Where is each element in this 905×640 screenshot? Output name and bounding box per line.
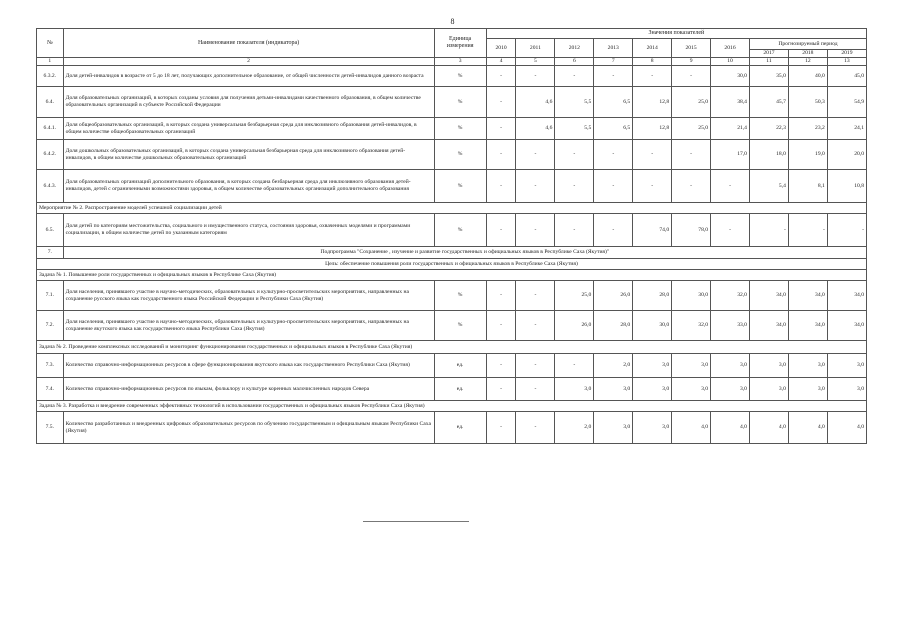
value-cell: 4,0: [672, 412, 711, 444]
value-cell: 6,5: [594, 87, 633, 118]
table-row: [37, 170, 867, 203]
header-forecast-year: 2018: [788, 50, 827, 58]
page-number: 8: [450, 17, 455, 26]
value-cell: 30,0: [672, 281, 711, 311]
indicator-name: Доля населения, принявшего участие в научно-методических, образовательных и культурно-просветительских мероприятиях, направленных на сохранение якутского языка как государственного языка Республики Саха (Якутия): [63, 311, 434, 341]
value-cell: 38,4: [711, 87, 750, 118]
value-cell: 45,7: [749, 87, 788, 118]
value-cell: 19,0: [788, 140, 827, 170]
value-cell: -: [788, 214, 827, 247]
value-cell: 50,3: [788, 87, 827, 118]
unit-cell: %: [434, 311, 486, 341]
value-cell: 33,0: [711, 311, 750, 341]
value-cell: 20,0: [827, 140, 866, 170]
value-cell: 3,0: [672, 354, 711, 378]
column-number: 4: [486, 58, 516, 66]
value-cell: -: [516, 311, 555, 341]
value-cell: 34,0: [788, 281, 827, 311]
value-cell: 26,0: [594, 281, 633, 311]
value-cell: 23,2: [788, 118, 827, 140]
header-forecast-period: Прогнозируемый период: [749, 39, 866, 50]
value-cell: -: [555, 66, 594, 87]
table-body: [37, 29, 867, 444]
value-cell: 22,3: [749, 118, 788, 140]
value-cell: 35,0: [749, 66, 788, 87]
table-row: [37, 412, 867, 444]
header-indicator-name: Наименование показателя (индикатора): [63, 29, 434, 58]
table-row: [37, 66, 867, 87]
value-cell: 3,0: [749, 378, 788, 401]
value-cell: -: [486, 378, 516, 401]
value-cell: 34,0: [788, 311, 827, 341]
value-cell: 4,6: [516, 118, 555, 140]
value-cell: -: [672, 140, 711, 170]
value-cell: 3,0: [711, 354, 750, 378]
value-cell: -: [486, 87, 516, 118]
value-cell: 3,0: [594, 378, 633, 401]
value-cell: 28,0: [633, 281, 672, 311]
value-cell: -: [594, 170, 633, 203]
column-number: 5: [516, 58, 555, 66]
table-row: [37, 311, 867, 341]
value-cell: 12,8: [633, 87, 672, 118]
section-row: [37, 259, 867, 270]
section-row: [37, 401, 867, 412]
value-cell: 3,0: [633, 354, 672, 378]
column-number: 10: [711, 58, 750, 66]
table-row: [37, 140, 867, 170]
column-number: 13: [827, 58, 866, 66]
value-cell: -: [711, 170, 750, 203]
unit-cell: %: [434, 281, 486, 311]
value-cell: -: [633, 66, 672, 87]
value-cell: 21,4: [711, 118, 750, 140]
row-number: 6.4.: [37, 87, 64, 118]
value-cell: 6,5: [594, 118, 633, 140]
value-cell: 18,0: [749, 140, 788, 170]
header-year: 2013: [594, 39, 633, 58]
subprogram-row: [37, 247, 867, 259]
value-cell: -: [516, 412, 555, 444]
unit-cell: ед.: [434, 378, 486, 401]
section-row: [37, 270, 867, 281]
column-number: 7: [594, 58, 633, 66]
table-row: [37, 118, 867, 140]
header-forecast-year: 2017: [749, 50, 788, 58]
value-cell: 25,0: [555, 281, 594, 311]
value-cell: -: [516, 140, 555, 170]
value-cell: 78,0: [672, 214, 711, 247]
value-cell: 34,0: [749, 281, 788, 311]
row-number: 6.4.1.: [37, 118, 64, 140]
indicator-name: Доля образовательных организаций, в которых созданы условия для получения детьми-инвалидами качественного образования, в общем количестве образовательных организаций в субъекте Российской Федерации: [63, 87, 434, 118]
value-cell: -: [516, 378, 555, 401]
value-cell: -: [672, 66, 711, 87]
row-number: 7.5.: [37, 412, 64, 444]
column-number: 6: [555, 58, 594, 66]
value-cell: 34,0: [749, 311, 788, 341]
value-cell: -: [827, 214, 866, 247]
value-cell: -: [486, 281, 516, 311]
value-cell: 4,0: [827, 412, 866, 444]
subprogram-title: Подпрограмма "Сохранение , изучение и развитие государственных и официальных языков в Республике Саха (Якутия)": [63, 247, 866, 259]
value-cell: -: [555, 170, 594, 203]
value-cell: 3,0: [672, 378, 711, 401]
value-cell: -: [486, 214, 516, 247]
value-cell: 34,0: [827, 311, 866, 341]
column-number: 12: [788, 58, 827, 66]
value-cell: -: [555, 140, 594, 170]
value-cell: 28,0: [594, 311, 633, 341]
header-unit: Единица измерения: [434, 29, 486, 58]
row-number: 7.4.: [37, 378, 64, 401]
value-cell: -: [486, 170, 516, 203]
table-row: [37, 354, 867, 378]
value-cell: -: [633, 140, 672, 170]
value-cell: -: [486, 354, 516, 378]
section-title: Задача № 3. Разработка и внедрение современных эффективных технологий в использовании государственных и официальных языков Республики Саха (Якутия): [37, 401, 867, 412]
value-cell: -: [672, 170, 711, 203]
value-cell: -: [486, 140, 516, 170]
value-cell: -: [516, 214, 555, 247]
value-cell: 10,8: [827, 170, 866, 203]
value-cell: 34,0: [827, 281, 866, 311]
value-cell: 30,0: [711, 66, 750, 87]
value-cell: 54,9: [827, 87, 866, 118]
value-cell: -: [555, 214, 594, 247]
section-row: [37, 341, 867, 354]
value-cell: -: [486, 66, 516, 87]
row-number: 6.5.: [37, 214, 64, 247]
value-cell: -: [516, 281, 555, 311]
value-cell: 3,0: [633, 378, 672, 401]
value-cell: 17,0: [711, 140, 750, 170]
header-year: 2016: [711, 39, 750, 58]
value-cell: 3,0: [827, 378, 866, 401]
value-cell: -: [486, 412, 516, 444]
header-forecast-year: 2019: [827, 50, 866, 58]
value-cell: -: [516, 170, 555, 203]
value-cell: 30,0: [633, 311, 672, 341]
table-row: [37, 378, 867, 401]
value-cell: -: [633, 170, 672, 203]
value-cell: 4,0: [749, 412, 788, 444]
column-number: 1: [37, 58, 64, 66]
value-cell: 5,5: [555, 87, 594, 118]
section-title: Задача № 1. Повышение роли государственных и официальных языков в Республике Саха (Якутия): [37, 270, 867, 281]
row-number: 6.3.2.: [37, 66, 64, 87]
column-number: 9: [672, 58, 711, 66]
value-cell: 3,0: [788, 354, 827, 378]
unit-cell: ед.: [434, 412, 486, 444]
value-cell: 24,1: [827, 118, 866, 140]
value-cell: 45,0: [827, 66, 866, 87]
unit-cell: %: [434, 118, 486, 140]
value-cell: 12,8: [633, 118, 672, 140]
value-cell: 2,0: [555, 412, 594, 444]
row-number: 6.4.3.: [37, 170, 64, 203]
value-cell: 8,1: [788, 170, 827, 203]
indicator-name: Доля общеобразовательных организаций, в которых создана универсальная безбарьерная среда для инклюзивного образования детей-инвалидов, в общем количестве общеобразовательных организаций: [63, 118, 434, 140]
indicator-name: Количество разработанных и внедренных цифровых образовательных ресурсов по обучению государственным и официальным языкам Республики Саха (Якутия): [63, 412, 434, 444]
header-values: Значения показателей: [486, 29, 866, 39]
value-cell: -: [711, 214, 750, 247]
value-cell: -: [594, 66, 633, 87]
value-cell: 2,0: [594, 354, 633, 378]
row-number: 7.: [37, 247, 64, 259]
unit-cell: %: [434, 66, 486, 87]
column-number-row: [37, 58, 867, 66]
value-cell: 32,0: [672, 311, 711, 341]
header-year: 2014: [633, 39, 672, 58]
column-number: 11: [749, 58, 788, 66]
unit-cell: %: [434, 87, 486, 118]
header-year: 2010: [486, 39, 516, 58]
value-cell: 32,0: [711, 281, 750, 311]
value-cell: 4,0: [788, 412, 827, 444]
column-number: 8: [633, 58, 672, 66]
table-row: [37, 87, 867, 118]
row-number: 7.1.: [37, 281, 64, 311]
header-number: №: [37, 29, 64, 58]
value-cell: 3,0: [711, 378, 750, 401]
footnote-separator: [363, 521, 469, 522]
value-cell: 25,0: [672, 87, 711, 118]
value-cell: 26,0: [555, 311, 594, 341]
row-number: 6.4.2.: [37, 140, 64, 170]
value-cell: 3,0: [788, 378, 827, 401]
indicator-name: Количество справочно-информационных ресурсов в сфере функционирования якутского языка как государственного Республики Саха (Якутия): [63, 354, 434, 378]
value-cell: 3,0: [749, 354, 788, 378]
indicator-name: Доля населения, принявшего участие в научно-методических, образовательных и культурно-просветительских мероприятиях, направленных на сохранение русского языка как государственного языка Российской Федерации и Республики Саха (Якутия): [63, 281, 434, 311]
table-row: [37, 214, 867, 247]
row-number: 7.2.: [37, 311, 64, 341]
value-cell: 74,0: [633, 214, 672, 247]
value-cell: 4,6: [516, 87, 555, 118]
value-cell: 40,0: [788, 66, 827, 87]
unit-cell: %: [434, 170, 486, 203]
value-cell: -: [516, 354, 555, 378]
section-title: Задача № 2. Проведение комплексных исследований и мониторинг функционирования государственных и официальных языков в Республике Саха (Якутия): [37, 341, 867, 354]
value-cell: -: [594, 214, 633, 247]
header-year: 2011: [516, 39, 555, 58]
indicator-name: Доля детей-инвалидов в возрасте от 5 до 18 лет, получающих дополнительное образование, от общей численности детей-инвалидов данного возраста: [63, 66, 434, 87]
header-year: 2012: [555, 39, 594, 58]
indicators-table: [36, 28, 867, 444]
indicator-name: Доля детей по категориям местожительства, социального и имущественного статуса, состояния здоровья, охваченных моделями и программами социализации, в общем количестве детей по указанным категориям: [63, 214, 434, 247]
section-title: Мероприятие № 2. Распространение моделей успешной социализации детей: [37, 203, 867, 214]
value-cell: -: [486, 118, 516, 140]
column-number: 2: [63, 58, 434, 66]
indicator-name: Доля образовательных организаций дополнительного образования, в которых создана безбарьерная среда для инклюзивного образования детей-инвалидов, детей с ограниченными возможностями здоровья, в общем количестве образовательных организаций дополнительного образования: [63, 170, 434, 203]
value-cell: 3,0: [594, 412, 633, 444]
value-cell: -: [594, 140, 633, 170]
indicator-name: Количество справочно-информационных ресурсов по языкам, фольклору и культуре коренных малочисленных народов Севера: [63, 378, 434, 401]
unit-cell: %: [434, 140, 486, 170]
value-cell: -: [486, 311, 516, 341]
value-cell: 5,5: [555, 118, 594, 140]
value-cell: -: [749, 214, 788, 247]
section-row: [37, 203, 867, 214]
row-number: 7.3.: [37, 354, 64, 378]
value-cell: 3,0: [633, 412, 672, 444]
value-cell: 3,0: [555, 378, 594, 401]
indicator-name: Доля дошкольных образовательных организаций, в которых создана универсальная безбарьерная среда для инклюзивного образования детей-инвалидов, в общем количестве дошкольных образовательных организаций: [63, 140, 434, 170]
value-cell: 4,0: [711, 412, 750, 444]
value-cell: 5,4: [749, 170, 788, 203]
value-cell: -: [516, 66, 555, 87]
unit-cell: ед.: [434, 354, 486, 378]
column-number: 3: [434, 58, 486, 66]
value-cell: -: [555, 354, 594, 378]
unit-cell: %: [434, 214, 486, 247]
section-title: Цель: обеспечение повышения роли государственных и официальных языков в Республике Саха (Якутия): [37, 259, 867, 270]
value-cell: 25,0: [672, 118, 711, 140]
table-row: [37, 281, 867, 311]
value-cell: 3,0: [827, 354, 866, 378]
header-year: 2015: [672, 39, 711, 58]
